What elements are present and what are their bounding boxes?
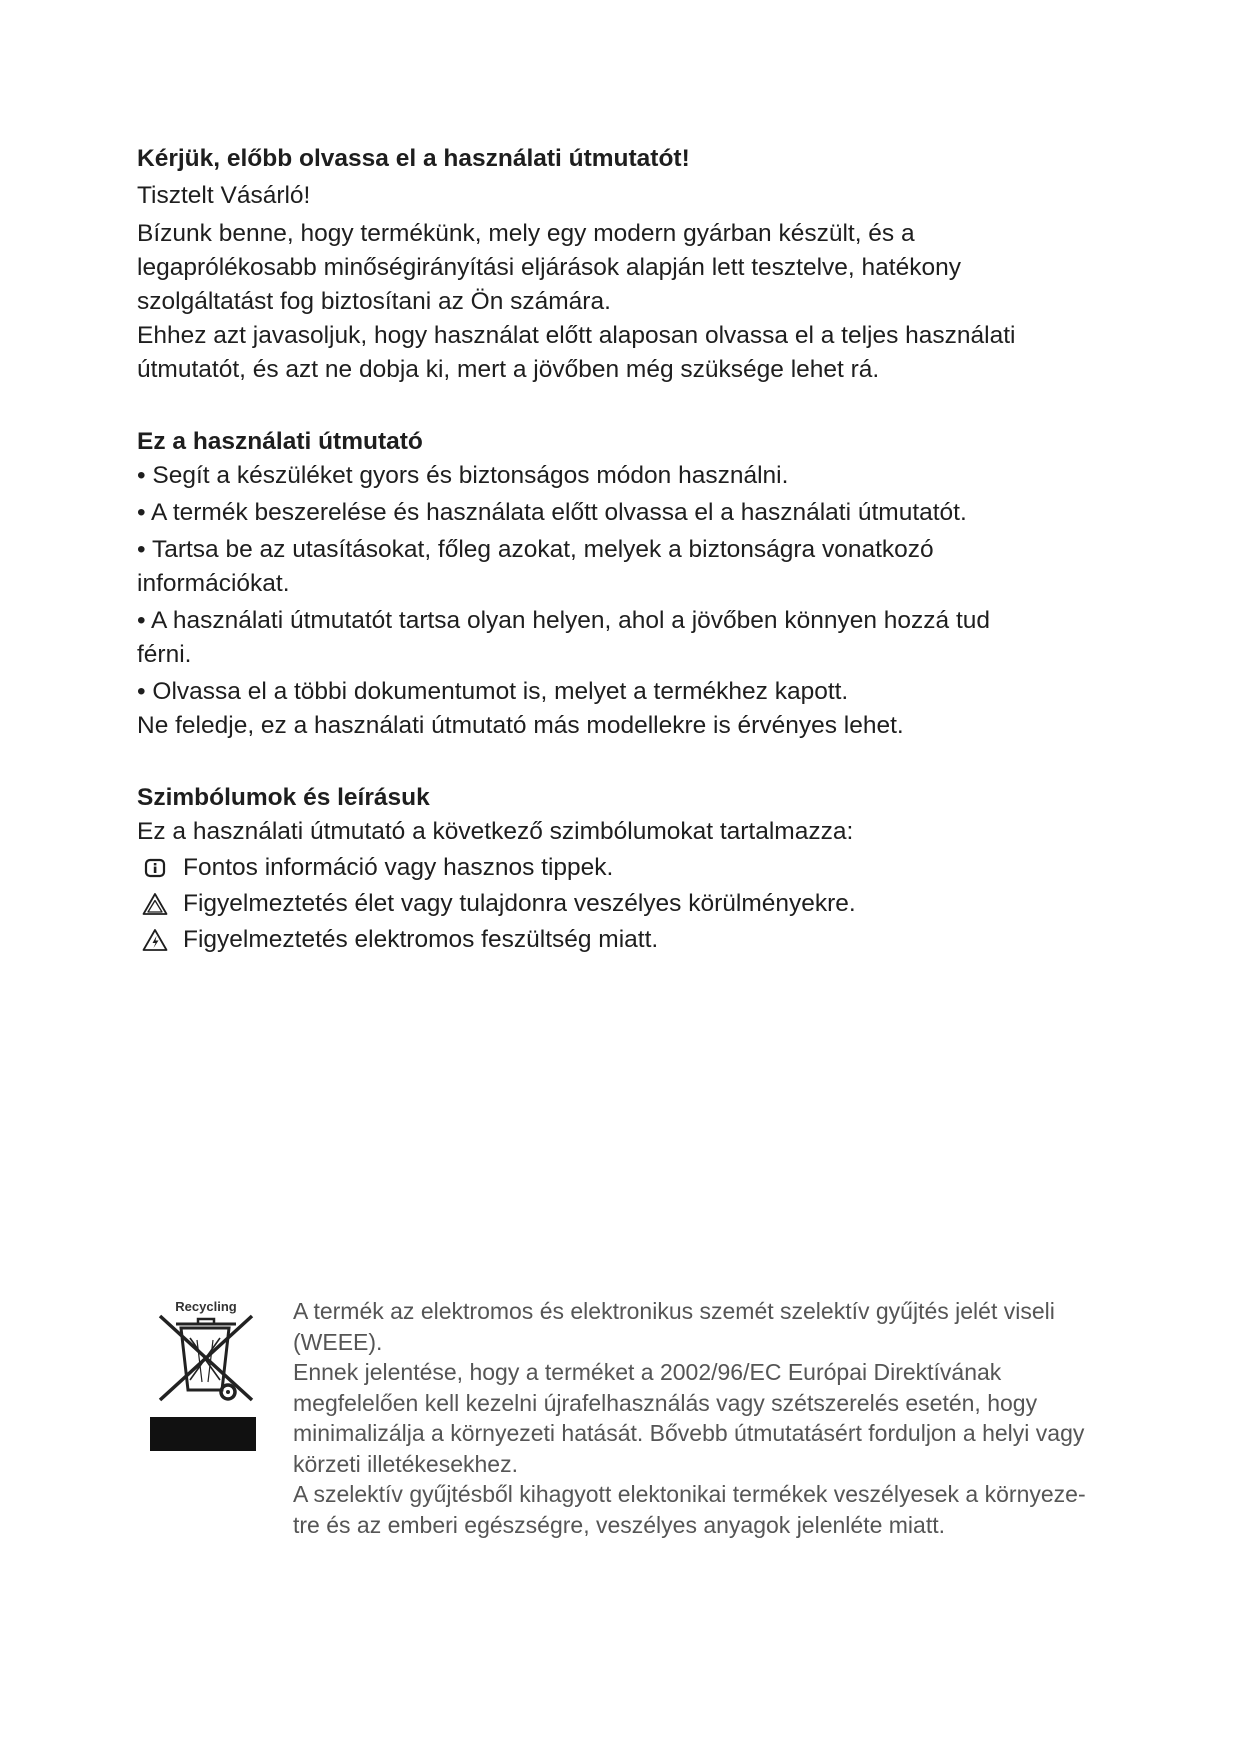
bullet-item <box>137 675 1117 709</box>
text-line: • A használati útmutatót tartsa olyan helyen, ahol a jövőben könnyen hozzá tud <box>137 607 991 634</box>
symbol-text: Fontos információ vagy hasznos tippek. <box>183 854 614 881</box>
text-line: • Segít a készüléket gyors és biztonságos módon használni. <box>137 462 789 489</box>
bullet-item <box>137 604 1117 672</box>
crossed-bin-icon <box>150 1296 262 1408</box>
symbol-row-electric <box>137 923 1117 957</box>
text-line: szolgáltatást fog biztosítani az Ön számára. <box>137 288 611 315</box>
main-content <box>137 142 1117 957</box>
symbol-row-warning <box>137 887 1117 921</box>
electric-warning-icon <box>142 927 168 953</box>
bullet-item <box>137 459 1117 493</box>
text-line: • Tartsa be az utasításokat, főleg azokat, melyek a biztonságra vonatkozó <box>137 536 934 563</box>
text-line: Ennek jelentése, hogy a terméket a 2002/96/EC Európai Direktívának <box>293 1359 1002 1385</box>
symbol-text: Figyelmeztetés elektromos feszültség miatt. <box>183 926 659 953</box>
text-line: • A termék beszerelése és használata előtt olvassa el a használati útmutatót. <box>137 499 967 526</box>
text-line: Ehhez azt javasoljuk, hogy használat előtt alaposan olvassa el a teljes használati <box>137 322 1016 349</box>
text-line: tre és az emberi egészségre, veszélyes anyagok jelenléte miatt. <box>293 1511 945 1538</box>
symbol-row-info <box>137 851 1117 885</box>
info-icon <box>142 855 168 881</box>
text-line: útmutatót, és azt ne dobja ki, mert a jövőben még szüksége lehet rá. <box>137 356 880 383</box>
text-line: minimalizálja a környezeti hatását. Bővebb útmutatásért forduljon a helyi vagy <box>293 1420 1085 1446</box>
recycling-label: Recycling <box>175 1299 237 1314</box>
weee-description <box>293 1296 1143 1540</box>
manual-heading: Ez a használati útmutató <box>137 428 423 455</box>
bullet-item <box>137 533 1117 601</box>
intro-paragraph-2 <box>137 319 1117 387</box>
intro-paragraph-1 <box>137 217 1117 319</box>
text-line: Bízunk benne, hogy termékünk, mely egy modern gyárban készült, és a <box>137 220 915 247</box>
warning-icon <box>142 891 168 917</box>
text-line: legaprólékosabb minőségirányítási eljárások alapján lett tesztelve, hatékony <box>137 254 961 281</box>
text-line: körzeti illetékesekhez. <box>293 1450 518 1477</box>
weee-black-bar <box>150 1417 256 1451</box>
intro-heading: Kérjük, előbb olvassa el a használati útmutatót! <box>137 145 690 172</box>
symbol-text: Figyelmeztetés élet vagy tulajdonra veszélyes körülményekre. <box>183 890 856 917</box>
text-line: (WEEE). <box>293 1328 383 1355</box>
text-line: megfelelően kell kezelni újrafelhasználás vagy szétszerelés esetén, hogy <box>293 1389 1038 1416</box>
manual-note: Ne feledje, ez a használati útmutató más modellekre is érvényes lehet. <box>137 712 904 739</box>
text-line: A szelektív gyűjtésből kihagyott elektonikai termékek veszélyesek a környeze- <box>293 1481 1086 1507</box>
text-line: A termék az elektromos és elektronikus szemét szelektív gyűjtés jelét viseli <box>293 1298 1055 1324</box>
greeting: Tisztelt Vásárló! <box>137 182 311 209</box>
bullet-item <box>137 496 1117 530</box>
text-line: információkat. <box>137 570 290 597</box>
symbols-intro: Ez a használati útmutató a következő szimbólumokat tartalmazza: <box>137 818 854 845</box>
weee-symbol <box>150 1296 262 1451</box>
symbols-heading: Szimbólumok és leírásuk <box>137 784 430 811</box>
text-line: • Olvassa el a többi dokumentumot is, melyet a termékhez kapott. <box>137 678 849 705</box>
text-line: férni. <box>137 641 192 668</box>
